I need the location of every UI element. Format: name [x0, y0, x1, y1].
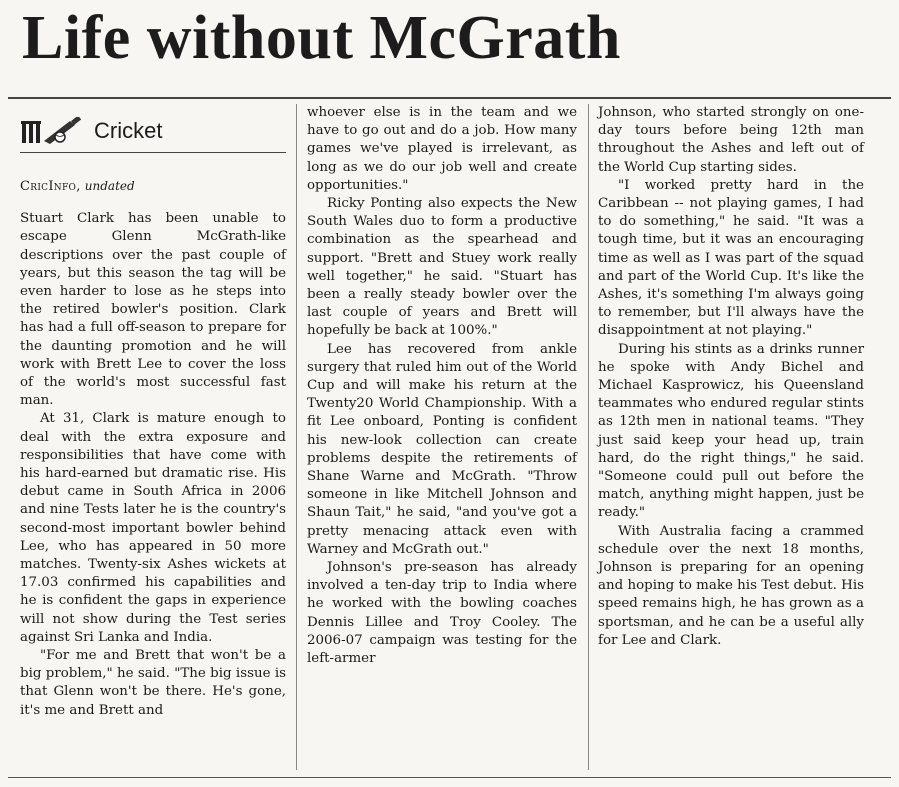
headline-rule	[8, 97, 891, 99]
section-label: Cricket	[94, 117, 163, 143]
column-divider	[296, 104, 297, 770]
cricket-icon	[20, 117, 86, 145]
article-column-2	[307, 104, 577, 668]
section-rule	[20, 152, 286, 153]
paragraph: Johnson, who started strongly on one-day tours before being 12th man throughout the Ashes and left out of the World Cup starting sides.	[598, 105, 864, 175]
byline-source: CricInfo,	[20, 179, 81, 194]
paragraph: "For me and Brett that won't be a big problem," he said. "The big issue is that Glenn won't be there. He's gone, it's me and Brett and	[20, 648, 286, 718]
paragraph: During his stints as a drinks runner he spoke with Andy Bichel and Michael Kasprowicz, his Queensland teammates who endured regular stints as 12th men in national teams. "They just said keep your head up, train hard, do the right things," he said. "Someone could pull out before the match, anything might happen, just be ready."	[598, 341, 864, 521]
footer-rule	[8, 777, 891, 778]
column-divider	[588, 104, 589, 770]
byline	[20, 177, 286, 196]
byline-date: undated	[84, 179, 135, 193]
paragraph: "I worked pretty hard in the Caribbean -- not playing games, I had to do something," he said. "It was a tough time, but it was an encouraging time as well as I was part of the squad and part of the World Cup. It's like the Ashes, it's something I'm always going to remember, but I'll always have the disappointment at not playing."	[598, 177, 864, 339]
section-header	[20, 116, 286, 146]
article-column-1	[20, 104, 286, 720]
headline: Life without McGrath	[22, 4, 621, 72]
paragraph: Ricky Ponting also expects the New South Wales duo to form a productive combination as the spearhead and support. "Brett and Stuey work really well together," he said. "Stuart has been a really steady bowler over the last couple of years and Brett will hopefully be back at 100%."	[307, 196, 577, 339]
paragraph: Stuart Clark has been unable to escape Glenn McGrath-like descriptions over the past couple of years, but this season the tag will be even harder to lose as he steps into the retired bowler's position. Clark has had a full off-season to prepare for the daunting promotion and he will work with Brett Lee to cover the loss of the world's most successful fast man.	[20, 211, 286, 409]
paragraph: whoever else is in the team and we have to go out and do a job. How many games we've played is irrelevant, as long as we do our job well and create opportunities."	[307, 105, 577, 193]
article-column-3	[598, 104, 864, 650]
paragraph: At 31, Clark is mature enough to deal with the extra exposure and responsibilities that have come with his hard-earned but dramatic rise. His debut came in South Africa in 2006 and nine Tests later he is the country's second-most important bowler behind Lee, who has appeared in 50 more matches. Twenty-six Ashes wickets at 17.03 confirmed his capabilities and he is confident the gaps in experience will not show during the Test series against Sri Lanka and India.	[20, 411, 286, 645]
paragraph: Johnson's pre-season has already involved a ten-day trip to India where he worked with the bowling coaches Dennis Lillee and Troy Cooley. The 2006-07 campaign was testing for the left-armer	[307, 560, 577, 667]
paragraph: Lee has recovered from ankle surgery that ruled him out of the World Cup and will make his return at the Twenty20 World Championship. With a fit Lee onboard, Ponting is confident his new-look collection can create problems despite the retirements of Shane Warne and McGrath. "Throw someone in like Mitchell Johnson and Shaun Tait," he said, "and you've got a pretty menacing attack even with Warney and McGrath out."	[307, 341, 577, 557]
paragraph: With Australia facing a crammed schedule over the next 18 months, Johnson is preparing for an opening and hoping to make his Test debut. His speed remains high, he has grown as a sportsman, and he can be a useful ally for Lee and Clark.	[598, 523, 864, 648]
